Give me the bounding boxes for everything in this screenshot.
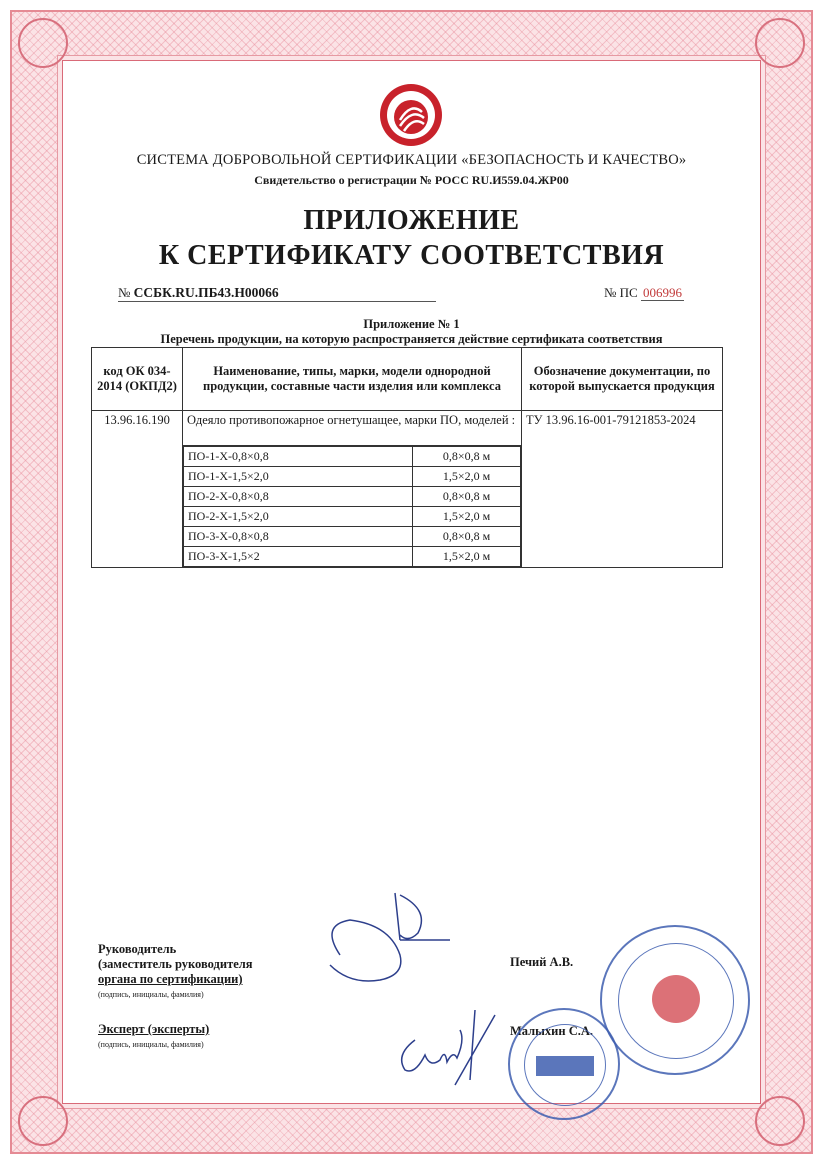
head-signature-hint: (подпись, инициалы, фамилия): [98, 990, 204, 999]
expert-signature-icon: [385, 1000, 515, 1090]
model-name: ПО-3-Х-0,8×0,8: [184, 527, 413, 547]
model-size: 0,8×0,8 м: [413, 447, 521, 467]
expert-signature-label: [98, 1022, 209, 1052]
model-size: 1,5×2,0 м: [413, 507, 521, 527]
registration-line: Свидетельство о регистрации № РОСС RU.И559.04.ЖР00: [254, 173, 569, 187]
certification-system-name: СИСТЕМА ДОБРОВОЛЬНОЙ СЕРТИФИКАЦИИ «БЕЗОПАСНОСТЬ И КАЧЕСТВО»: [136, 152, 687, 168]
list-item: [184, 507, 521, 527]
models-table: [183, 446, 521, 567]
head-signature-icon: [310, 885, 490, 1005]
model-name: ПО-1-Х-0,8×0,8: [184, 447, 413, 467]
certificate-number-field: [118, 285, 436, 302]
model-size: 0,8×0,8 м: [413, 527, 521, 547]
page-title-line2: К СЕРТИФИКАТУ СООТВЕТСТВИЯ: [158, 240, 665, 271]
head-label-line1: Руководитель: [98, 942, 177, 956]
model-name: ПО-3-Х-1,5×2: [184, 547, 413, 567]
list-item: [184, 447, 521, 467]
corner-ornament-bottom-right: [755, 1096, 805, 1146]
expert-label-line: Эксперт (эксперты): [98, 1022, 210, 1036]
cell-description: Одеяло противопожарное огнетушащее, марки ПО, моделей :: [183, 411, 522, 446]
corner-ornament-bottom-left: [18, 1096, 68, 1146]
head-signature-label: [98, 942, 253, 1002]
expert-name: Малыхин С.А.: [510, 1024, 594, 1038]
corner-ornament-top-right: [755, 18, 805, 68]
models-cell: [183, 446, 522, 568]
list-item: [184, 527, 521, 547]
model-name: ПО-1-Х-1,5×2,0: [184, 467, 413, 487]
header-code: код ОК 034-2014 (ОКПД2): [92, 348, 183, 411]
appendix-subtitle: Перечень продукции, на которую распространяется действие сертификата соответствия: [160, 332, 663, 346]
certificate-number: ССБК.RU.ПБ43.Н00066: [133, 285, 279, 300]
model-name: ПО-2-Х-0,8×0,8: [184, 487, 413, 507]
certificate-number-prefix: №: [118, 285, 131, 300]
appendix-title: Приложение № 1: [363, 317, 460, 331]
corner-ornament-top-left: [18, 18, 68, 68]
list-item: [184, 487, 521, 507]
head-label-line3: органа по сертификации): [98, 972, 243, 986]
cell-code: 13.96.16.190: [92, 411, 183, 568]
table-header-row: [92, 348, 723, 411]
list-item: [184, 547, 521, 567]
expert-signature-hint: (подпись, инициалы, фамилия): [98, 1040, 204, 1049]
head-name: Печий А.В.: [510, 955, 574, 969]
list-item: [184, 467, 521, 487]
trading-house-stamp-icon: [508, 1008, 620, 1120]
header-name: Наименование, типы, марки, модели однородной продукции, составные части изделия или комплекса: [183, 348, 522, 411]
form-number-prefix: № ПС: [604, 285, 638, 300]
certification-logo-icon: [378, 82, 444, 148]
header-doc: Обозначение документации, по которой выпускается продукция: [522, 348, 723, 411]
product-table: [91, 347, 723, 568]
certification-body-stamp-icon: [600, 925, 750, 1075]
model-name: ПО-2-Х-1,5×2,0: [184, 507, 413, 527]
form-number-field: [604, 285, 716, 301]
model-size: 1,5×2,0 м: [413, 547, 521, 567]
page-title-line1: ПРИЛОЖЕНИЕ: [303, 205, 520, 236]
model-size: 1,5×2,0 м: [413, 467, 521, 487]
form-number: 006996: [642, 285, 682, 300]
table-row: [92, 411, 723, 446]
cell-doc: ТУ 13.96.16-001-79121853-2024: [522, 411, 723, 568]
model-size: 0,8×0,8 м: [413, 487, 521, 507]
head-label-line2: (заместитель руководителя: [98, 957, 253, 971]
